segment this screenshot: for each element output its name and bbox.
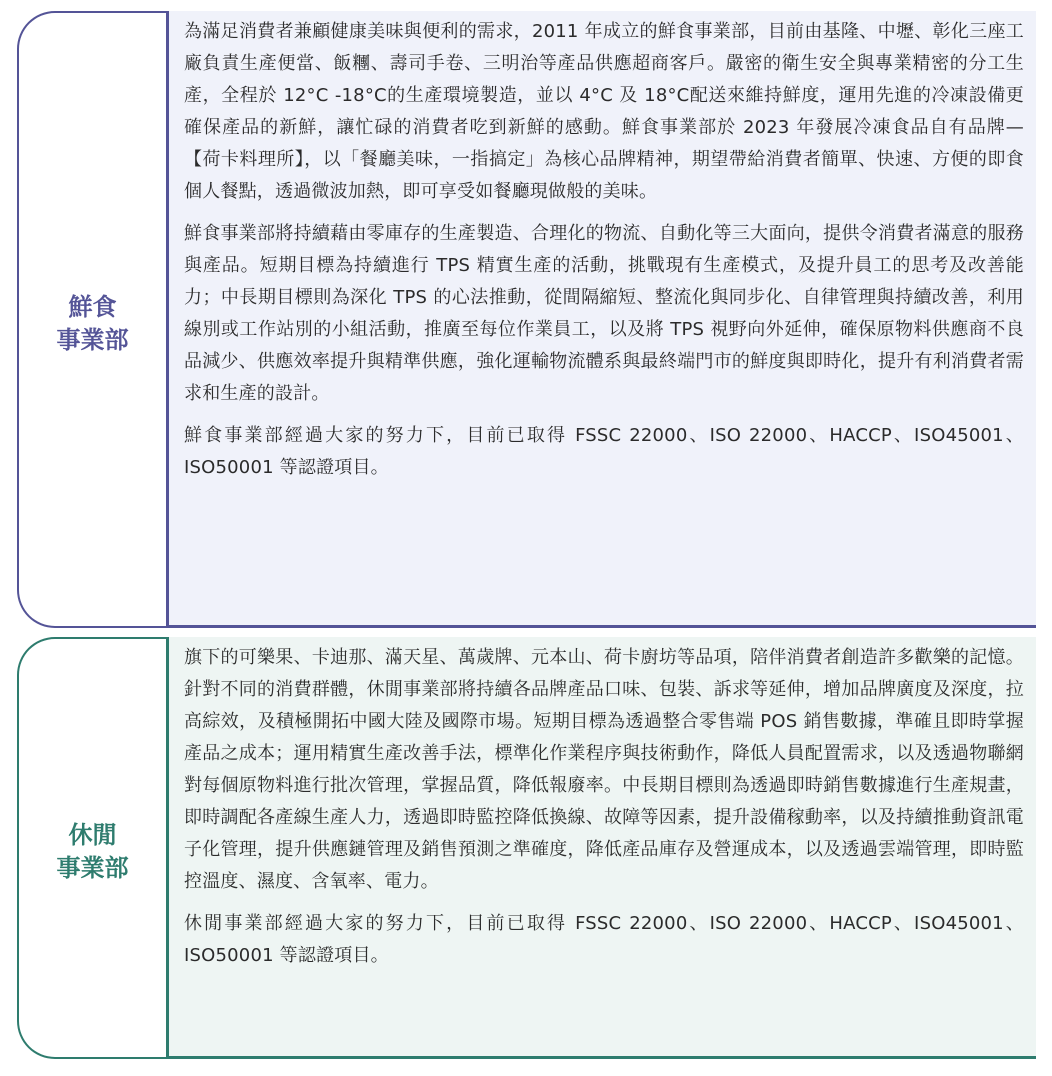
fresh-food-division-label [57, 291, 129, 357]
leisure-division-section [17, 637, 1036, 1059]
fresh-paragraph-3: 鮮食事業部經過大家的努力下，目前已取得 FSSC 22000、ISO 22000、HACCP、ISO45001、ISO50001 等認證項目。 [184, 425, 1024, 478]
fresh-food-division-label-box [17, 11, 169, 628]
leisure-division-label [57, 819, 129, 885]
fresh-paragraph-1: 為滿足消費者兼顧健康美味與便利的需求，2011 年成立的鮮食事業部，目前由基隆、中壢、彰化三座工廠負責生產便當、飯糰、壽司手卷、三明治等產品供應超商客戶。嚴密的衛生安全與專業精密的分工生產，全程於 12°C -18°C的生產環境製造，並以 4°C 及 18°C配送來維持鮮度，運用先進的冷凍設備更確保產品的新鮮，讓忙碌的消費者吃到新鮮的感動。鮮食事業部於 2023 年發展冷凍食品自有品牌—【荷卡料理所】，以「餐廳美味，一指搞定」為核心品牌精神，期望帶給消費者簡單、快速、方便的即食個人餐點，透過微波加熱，即可享受如餐廳現做般的美味。 [184, 21, 1024, 202]
fresh-food-division-content [169, 11, 1036, 628]
leisure-division-content [169, 637, 1036, 1059]
fresh-food-division-section [17, 11, 1036, 628]
leisure-paragraph-2: 休閒事業部經過大家的努力下，目前已取得 FSSC 22000、ISO 22000、HACCP、ISO45001、ISO50001 等認證項目。 [184, 913, 1024, 966]
fresh-label-line1: 鮮食 [68, 292, 117, 321]
leisure-paragraph-1: 旗下的可樂果、卡迪那、滿天星、萬歲牌、元本山、荷卡廚坊等品項，陪伴消費者創造許多歡樂的記憶。針對不同的消費群體，休閒事業部將持續各品牌產品口味、包裝、訴求等延伸，增加品牌廣度及深度，拉高綜效，及積極開拓中國大陸及國際市場。短期目標為透過整合零售端 POS 銷售數據，準確且即時掌握產品之成本；運用精實生產改善手法，標準化作業程序與技術動作，降低人員配置需求，以及透過物聯網對每個原物料進行批次管理，掌握品質，降低報廢率。中長期目標則為透過即時銷售數據進行生產規畫，即時調配各產線生產人力，透過即時監控降低換線、故障等因素，提升設備稼動率，以及持續推動資訊電子化管理，提升供應鏈管理及銷售預測之準確度，降低產品庫存及營運成本，以及透過雲端管理，即時監控溫度、濕度、含氧率、電力。 [184, 647, 1024, 892]
leisure-division-label-box [17, 637, 169, 1059]
fresh-paragraph-2: 鮮食事業部將持續藉由零庫存的生產製造、合理化的物流、自動化等三大面向，提供令消費者滿意的服務與產品。短期目標為持續進行 TPS 精實生產的活動，挑戰現有生產模式，及提升員工的思考及改善能力；中長期目標則為深化 TPS 的心法推動，從間隔縮短、整流化與同步化、自律管理與持續改善，利用線別或工作站別的小組活動，推廣至每位作業員工，以及將 TPS 視野向外延伸，確保原物料供應商不良品減少、供應效率提升與精準供應，強化運輸物流體系與最終端門市的鮮度與即時化，提升有利消費者需求和生產的設計。 [184, 223, 1024, 404]
fresh-label-line2: 事業部 [56, 325, 129, 354]
leisure-label-line1: 休閒 [68, 821, 117, 849]
leisure-label-line2: 事業部 [56, 854, 129, 882]
